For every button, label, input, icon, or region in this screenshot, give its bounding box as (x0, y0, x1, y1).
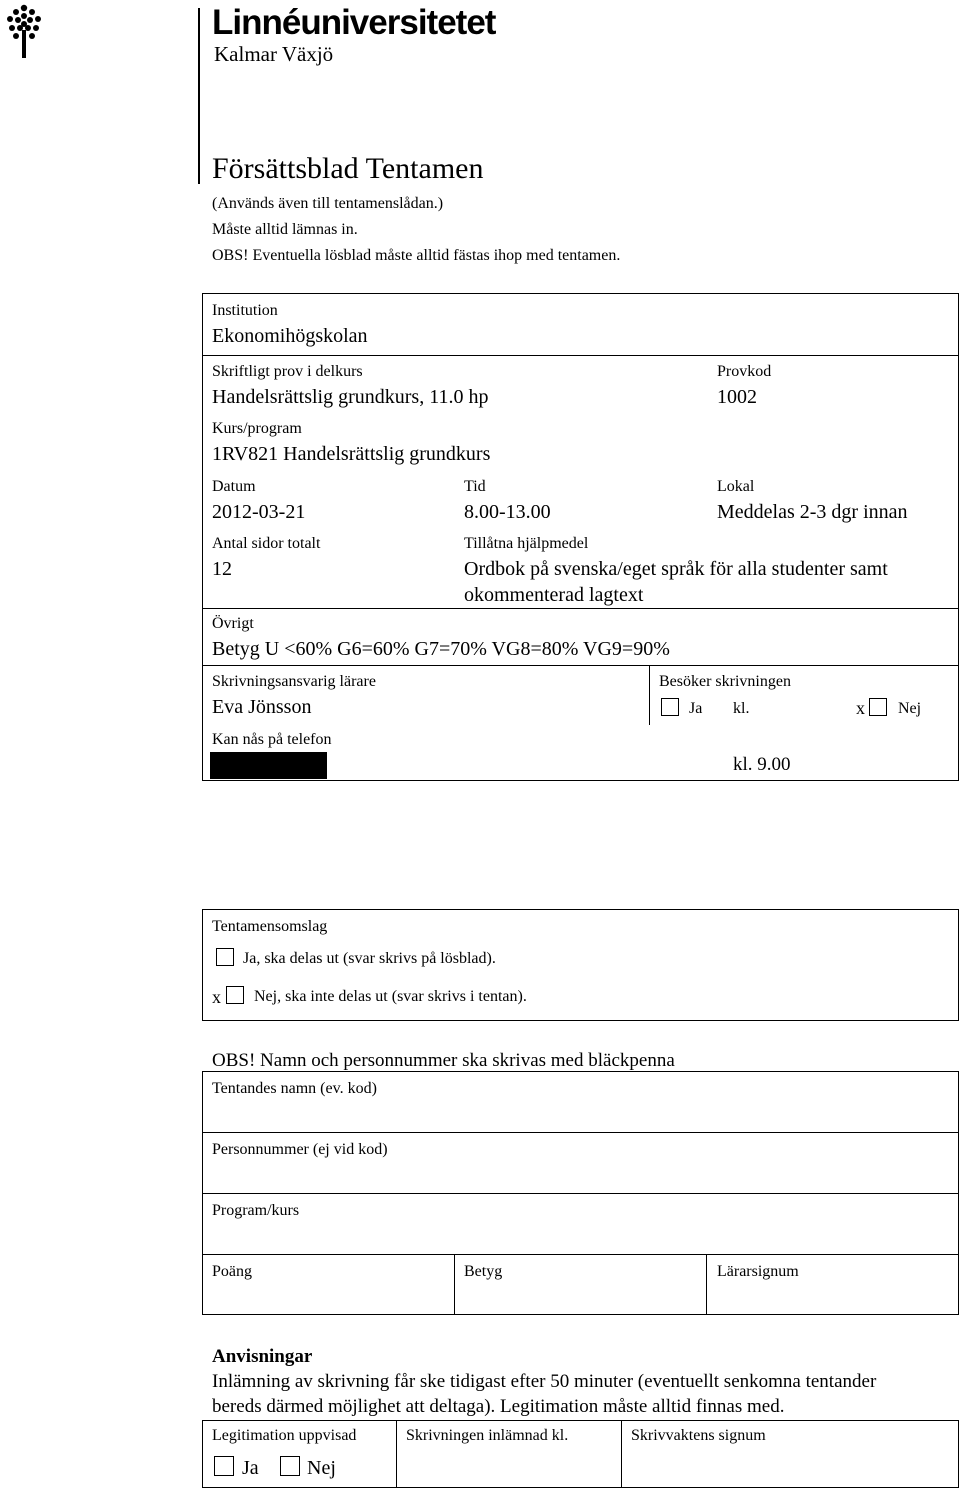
handed-in-label: Skrivningen inlämnad kl. (406, 1427, 569, 1444)
note-line: OBS! Eventuella lösblad måste alltid fästas ihop med tentamen. (212, 247, 621, 264)
points-label: Poäng (212, 1263, 252, 1280)
other-label: Övrigt (212, 615, 254, 632)
id-no-label: Nej (307, 1457, 336, 1479)
redacted-phone-number (210, 752, 327, 779)
cover-label: Tentamensomslag (212, 918, 328, 935)
pages-value: 12 (212, 558, 232, 580)
date-label: Datum (212, 478, 256, 495)
cover-yes-label: Ja, ska delas ut (svar skrivs på lösblad). (243, 950, 496, 967)
phone-label: Kan nås på telefon (212, 731, 332, 748)
program-label: Program/kurs (212, 1202, 300, 1219)
subcourse-value: Handelsrättslig grundkurs, 11.0 hp (212, 386, 489, 408)
logo-subtitle: Kalmar Växjö (214, 42, 334, 66)
visit-no-mark: x (856, 698, 865, 718)
subcourse-label: Skriftligt prov i delkurs (212, 363, 363, 380)
date-value: 2012-03-21 (212, 501, 306, 523)
cover-no-checkbox[interactable] (226, 986, 244, 1004)
id-no-checkbox[interactable] (280, 1456, 300, 1476)
course-value: 1RV821 Handelsrättslig grundkurs (212, 443, 491, 465)
other-value: Betyg U <60% G6=60% G7=70% VG8=80% VG9=90% (212, 638, 670, 660)
ink-notice: OBS! Namn och personnummer ska skrivas med bläckpenna (212, 1050, 675, 1071)
personnummer-field[interactable] (204, 1161, 956, 1191)
instructions-heading: Anvisningar (212, 1346, 313, 1367)
visit-label: Besöker skrivningen (659, 673, 791, 690)
phone-time: kl. 9.00 (733, 754, 791, 775)
visit-no-label: Nej (898, 700, 922, 717)
room-value: Meddelas 2-3 dgr innan (717, 501, 908, 523)
aids-value-line2: okommenterad lagtext (464, 584, 644, 606)
visit-no-checkbox[interactable] (869, 698, 887, 716)
time-label: Tid (464, 478, 486, 495)
institution-label: Institution (212, 302, 278, 319)
cover-yes-checkbox[interactable] (216, 948, 234, 966)
course-label: Kurs/program (212, 420, 302, 437)
student-name-label: Tentandes namn (ev. kod) (212, 1080, 377, 1097)
provkod-label: Provkod (717, 363, 772, 380)
note-line: Måste alltid lämnas in. (212, 221, 358, 238)
room-label: Lokal (717, 478, 755, 495)
note-line: (Används även till tentamenslådan.) (212, 195, 444, 212)
cover-no-label: Nej, ska inte delas ut (svar skrivs i tentan). (254, 988, 527, 1005)
logo-wordmark: Linnéuniversitetet (212, 3, 496, 42)
pages-label: Antal sidor totalt (212, 535, 321, 552)
instructions-line: Inlämning av skrivning får ske tidigast efter 50 minuter (eventuellt senkomna tentander (212, 1371, 877, 1392)
program-field[interactable] (204, 1222, 956, 1252)
cover-no-mark: x (212, 987, 221, 1007)
aids-value-line1: Ordbok på svenska/eget språk för alla studenter samt (464, 558, 888, 580)
grade-label: Betyg (464, 1263, 503, 1280)
id-yes-checkbox[interactable] (214, 1456, 234, 1476)
personnummer-label: Personnummer (ej vid kod) (212, 1141, 388, 1158)
header-divider (198, 8, 200, 184)
teacher-value: Eva Jönsson (212, 696, 312, 718)
page-title: Försättsblad Tentamen (212, 152, 484, 185)
visit-time-label: kl. (733, 700, 750, 717)
visit-yes-label: Ja (689, 700, 703, 717)
id-shown-label: Legitimation uppvisad (212, 1427, 357, 1444)
instructions-line: bereds därmed möjlighet att deltaga). Legitimation måste alltid finnas med. (212, 1396, 785, 1417)
guard-signature-label: Skrivvaktens signum (631, 1427, 766, 1444)
university-logo-icon (4, 2, 44, 60)
institution-value: Ekonomihögskolan (212, 325, 368, 347)
id-yes-label: Ja (242, 1457, 259, 1479)
time-value: 8.00-13.00 (464, 501, 551, 523)
teacher-signature-label: Lärarsignum (717, 1263, 799, 1280)
teacher-label: Skrivningsansvarig lärare (212, 673, 376, 690)
visit-yes-checkbox[interactable] (661, 698, 679, 716)
student-name-field[interactable] (204, 1100, 956, 1130)
aids-label: Tillåtna hjälpmedel (464, 535, 589, 552)
provkod-value: 1002 (717, 386, 757, 408)
